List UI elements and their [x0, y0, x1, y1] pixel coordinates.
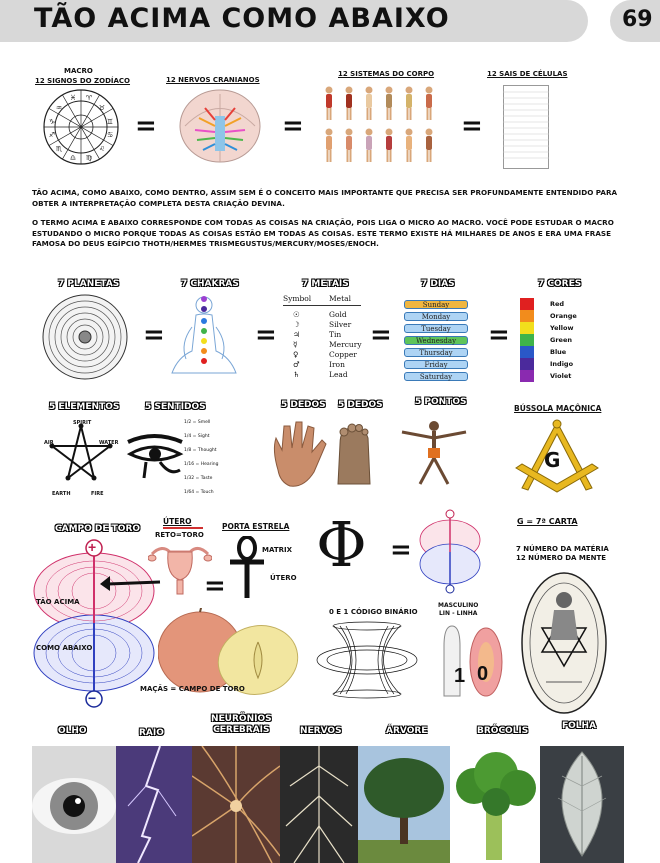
- svg-text:♐: ♐: [48, 131, 56, 139]
- binary-one: 1: [454, 665, 466, 687]
- svg-text:♎: ♎: [69, 154, 77, 162]
- color-row: [520, 322, 590, 334]
- color-swatch: [520, 358, 534, 370]
- leaf-label: FOLHA: [562, 721, 597, 731]
- svg-text:♑: ♑: [48, 118, 56, 126]
- points-label: 5 PONTOS: [415, 397, 467, 407]
- days-label: 7 DIAS: [421, 279, 455, 289]
- equals-sign: =: [390, 535, 412, 565]
- macro-label: MACRO: [64, 67, 93, 75]
- day-bar: Sunday: [404, 300, 468, 309]
- color-name: Red: [550, 300, 565, 308]
- element-air: AIR: [44, 440, 54, 446]
- eye-photo: [32, 746, 116, 863]
- intro-paragraph: TÃO ACIMA, COMO ABAIXO, COMO DENTRO, ASSIM SEM É O CONCEITO MAIS IMPORTANTE QUE PRECISA SER PROFUNDAMENTE ENTENDIDO PARA OBTER A INTERPRETAÇÃO COMPLETA DESTA CRIAÇÃO DEVINA.: [32, 188, 618, 208]
- compass-letter-g: G: [544, 448, 561, 472]
- svg-text:♊: ♊: [106, 118, 114, 126]
- equals-sign: =: [255, 320, 277, 350]
- equals-sign: =: [204, 571, 226, 601]
- color-row: [520, 358, 590, 370]
- cranial-nerves-label: 12 NERVOS CRANIANOS: [166, 76, 260, 84]
- metal-name: Lead: [329, 370, 348, 379]
- eye-label: OLHO: [58, 726, 87, 736]
- day-bar: Wednesday: [404, 336, 468, 345]
- color-swatch: [520, 346, 534, 358]
- color-row: [520, 334, 590, 346]
- chakras-label: 7 CHAKRAS: [181, 279, 239, 289]
- vortex-torus-diagram: [314, 620, 420, 700]
- day-bar: Friday: [404, 360, 468, 369]
- color-name: Blue: [550, 348, 567, 356]
- color-swatch: [520, 310, 534, 322]
- metals-col-metal: Metal: [329, 294, 352, 303]
- cell-salts-label: 12 SAIS DE CÉLULAS: [487, 70, 568, 78]
- svg-text:♉: ♉: [98, 104, 106, 112]
- metal-symbol: ☽: [293, 320, 300, 329]
- sense-fraction: 1/16 = Hearing: [184, 462, 219, 467]
- element-spirit: SPIRIT: [73, 420, 92, 426]
- element-earth: EARTH: [52, 491, 71, 497]
- uterus-label: ÚTERO: [163, 517, 192, 526]
- zodiac-label: 12 SIGNOS DO ZODÍACO: [35, 77, 131, 85]
- neurons-label: NEURÔNIOS CEREBRAIS: [211, 714, 272, 735]
- equals-sign: =: [143, 320, 165, 350]
- gender-label: MASCULINO LIN - LINHA: [438, 602, 479, 617]
- torus-field-label: CAMPO DE TORO: [55, 524, 141, 534]
- broccoli-photo: [450, 746, 540, 863]
- male-female-symbols: [440, 622, 504, 702]
- star-gate-label: PORTA ESTRELA: [222, 522, 290, 531]
- brain-diagram: [175, 86, 265, 168]
- metal-name: Silver: [329, 320, 352, 329]
- svg-text:♋: ♋: [106, 131, 114, 139]
- metal-name: Tin: [329, 330, 342, 339]
- tree-photo: [358, 746, 450, 863]
- metal-name: Iron: [329, 360, 345, 369]
- below-label: COMO ABAIXO: [36, 644, 93, 652]
- broccoli-label: BRÓCOLIS: [477, 726, 529, 736]
- sense-fraction: 1/2 = Smell: [184, 420, 211, 425]
- neurons-photo: [192, 746, 280, 863]
- sense-fraction: 1/64 = Touch: [184, 490, 214, 495]
- nerves-label: NERVOS: [300, 726, 342, 736]
- days-list: [404, 300, 470, 384]
- eye-of-horus-senses: [126, 414, 260, 500]
- day-bar: Saturday: [404, 372, 468, 381]
- metal-name: Copper: [329, 350, 357, 359]
- color-name: Indigo: [550, 360, 574, 368]
- color-name: Orange: [550, 312, 577, 320]
- day-bar: Thursday: [404, 348, 468, 357]
- plus-sign: +: [88, 539, 97, 555]
- body-systems-figures: [318, 84, 443, 170]
- metal-symbol: ☉: [293, 310, 300, 319]
- senses-label: 5 SENTIDOS: [145, 402, 206, 412]
- binary-code-label: 0 E 1 CÓDIGO BINÁRIO: [329, 608, 418, 616]
- metal-symbol: ♀: [293, 350, 299, 359]
- metal-symbol: ☿: [293, 340, 298, 349]
- svg-text:♏: ♏: [55, 145, 63, 153]
- above-label: TÃO ACIMA: [36, 598, 80, 606]
- hand-and-foot: [268, 420, 378, 490]
- equals-sign: =: [370, 320, 392, 350]
- equals-sign: =: [135, 111, 157, 141]
- matter-mind-label: 7 NÚMERO DA MATÉRIA 12 NÚMERO DA MENTE: [516, 545, 609, 562]
- color-row: [520, 310, 590, 322]
- color-swatch: [520, 322, 534, 334]
- metal-name: Mercury: [329, 340, 362, 349]
- element-fire: FIRE: [91, 491, 104, 497]
- sense-fraction: 1/8 = Thought: [184, 448, 217, 453]
- color-row: [520, 298, 590, 310]
- sense-fraction: 1/32 = Taste: [184, 476, 213, 481]
- phi-symbol: Φ: [316, 508, 367, 581]
- equals-sign: =: [461, 111, 483, 141]
- day-bar: Monday: [404, 312, 468, 321]
- color-swatch: [520, 334, 534, 346]
- uterus-illustration: [148, 540, 212, 596]
- compass-label: BÚSSOLA MAÇÔNICA: [514, 404, 602, 413]
- color-name: Yellow: [550, 324, 574, 332]
- metal-symbol: ♂: [293, 360, 300, 369]
- minus-sign: −: [88, 690, 97, 706]
- svg-text:♈: ♈: [85, 94, 93, 102]
- sense-fraction: 1/4 = Sight: [184, 434, 210, 439]
- color-name: Violet: [550, 372, 572, 380]
- cell-salts-table: [503, 85, 549, 169]
- ankh-icon: [228, 536, 266, 600]
- chakra-figure: [166, 293, 242, 383]
- svg-text:♒: ♒: [55, 104, 63, 112]
- matrix-label: MATRIX: [262, 546, 293, 554]
- toes-label: 5 DEDOS: [338, 400, 383, 410]
- small-torus-diagram: [418, 508, 482, 594]
- color-row: [520, 370, 590, 382]
- nerves-photo: [280, 746, 358, 863]
- lightning-label: RAIO: [139, 728, 164, 738]
- svg-text:♍: ♍: [85, 154, 93, 162]
- fingers-label: 5 DEDOS: [281, 400, 326, 410]
- color-name: Green: [550, 336, 572, 344]
- lightning-photo: [116, 746, 192, 863]
- metal-symbol: ♃: [293, 330, 300, 339]
- colors-label: 7 CORES: [538, 279, 582, 289]
- metals-col-symbol: Symbol: [283, 294, 312, 303]
- five-points-figure: [396, 412, 472, 492]
- color-swatch: [520, 370, 534, 382]
- tree-label: ÁRVORE: [386, 726, 428, 736]
- elements-label: 5 ELEMENTOS: [49, 402, 120, 412]
- page-title: TÃO ACIMA COMO ABAIXO: [34, 3, 450, 34]
- planets-label: 7 PLANETAS: [58, 279, 120, 289]
- color-swatch: [520, 298, 534, 310]
- eye-of-horus-icon: [126, 432, 184, 480]
- equals-sign: =: [282, 111, 304, 141]
- svg-text:♓: ♓: [69, 94, 77, 102]
- zodiac-wheel: [42, 88, 120, 166]
- g-card-label: G = 7ª CARTA: [517, 517, 578, 526]
- page-number: 69: [610, 0, 660, 42]
- metal-name: Gold: [329, 310, 347, 319]
- colors-list: [520, 298, 595, 384]
- body-systems-label: 12 SISTEMAS DO CORPO: [338, 70, 435, 78]
- svg-text:♌: ♌: [98, 145, 106, 153]
- metals-label: 7 METAIS: [302, 279, 349, 289]
- metal-symbol: ♄: [293, 370, 300, 379]
- binary-zero: 0: [477, 663, 489, 685]
- explanation-paragraph: O TERMO ACIMA E ABAIXO CORRESPONDE COM TODAS AS COISAS NA CRIAÇÃO, POIS LIGA O MICRO AO MACRO. VOCÊ PODE ESTUDAR O MACRO ESTUDANDO O MICRO PORQUE TODAS AS COISAS ESTÃO EM TODAS AS COISAS. ESTE TERMO EXISTE HÁ MILHARES DE ANOS E ERA UMA FRASE FAMOSA DO DEUS EGÍPCIO THOTH/HERMES TRISMEGUSTUS/MERCURY/MOSES/ENOCH.: [32, 218, 614, 248]
- uterus-label-2: ÚTERO: [270, 574, 297, 582]
- apple-label: MAÇÃS = CAMPO DE TORO: [140, 685, 245, 693]
- element-water: WATER: [99, 440, 119, 446]
- equals-sign: =: [488, 320, 510, 350]
- metals-table: [283, 292, 363, 384]
- uterus-sub-label: RETO=TORO: [155, 531, 204, 539]
- torus-field-diagram: [30, 535, 160, 710]
- planets-diagram: [42, 292, 128, 382]
- day-bar: Tuesday: [404, 324, 468, 333]
- hermetic-emblem: [520, 570, 608, 716]
- leaf-photo: [540, 746, 624, 863]
- color-row: [520, 346, 590, 358]
- pentagram-elements: [40, 414, 122, 498]
